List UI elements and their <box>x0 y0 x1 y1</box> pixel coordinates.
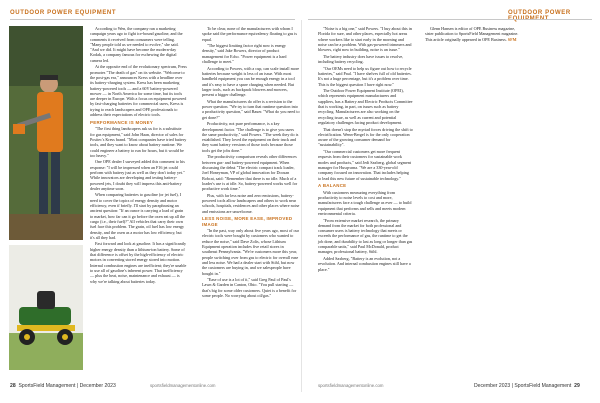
page-number-left: 28 <box>10 383 16 389</box>
paragraph: The Outdoor Power Equipment Institute (OPEI), which represents equipment manufacturers and suppliers, has a Battery and Electric Products Committee that is working, in part, on issues such as battery recycling. Manufacturers are also working on the recycling issue, as well as current and potential regulatory challenges facing product development. <box>318 88 413 125</box>
photo-mower <box>9 245 83 370</box>
end-mark: SFM <box>506 36 517 42</box>
subhead: LESS NOISE, MORE EASE, IMPROVED IMAGE <box>202 216 293 227</box>
paragraph: "Ease of use is a lot of it," said Greg Paul of Paul's Lawn & Garden in Canton, Ohio. "You pull starting — that's big for some older customers. Quiet is a benefit for some people. No worrying about oil/gas." <box>202 277 297 299</box>
paragraph: To be clear, none of the manufacturers with whom I spoke said the performance equivalency floating to gas is equal. <box>202 26 297 42</box>
text-column-4 <box>425 26 521 43</box>
paragraph: Plus, with far less noise and zero emissions, battery-powered tools allow landscapers and others to work near schools, hospitals, residences and other places where noise and emissions are unwelcome. <box>202 192 300 214</box>
paragraph: Fast forward and look at gasoline. It has a significantly higher energy density than a lithium-ion battery. Some of that difference is offset by the high-efficiency of electric motors in converting stored energy stored into motion. Internal combustion engines are inefficient; they're unable to use all of gasoline's inherent power. That inefficiency — plus the heat, noise, maintenance and exhaust — is why we're talking about batteries today. <box>90 241 187 284</box>
page-number-right: 29 <box>574 383 580 389</box>
paragraph: "Our OEMs need to help us figure out how to recycle batteries," said Paul. "I have shelves full of old batteries. It's not a huge percentage, but it's a problem over time. This is the biggest question I have right now." <box>318 65 412 87</box>
photo-landscaper <box>9 26 83 240</box>
paragraph: Glenn Hansen is editor of OPE Business magazine, sister publication to SportsField Management magazine. This article originally appeared in OPE Business. SFM <box>425 26 519 42</box>
footer-url-right[interactable]: sportsfieldmanagementonline.com <box>318 383 384 388</box>
header-rule-left <box>10 19 295 20</box>
paragraph: According to Wen, the company ran a marketing campaign years ago to fight ice-bound gasoline, and the comments it received from consumers were telling. "Many people told us we needed to evolve," she said. "And we did. It might have become the modern-day Kodak, a company famous for eschewing the digital camera led. <box>90 26 183 63</box>
paragraph: At the opposite end of the evolutionary spectrum, Press promotes "The death of gas" on its website. "Welcome to the post-gas era," announces Kress with a headline over its battery-charging system. Kress has been marketing battery-powered tools — and a 60V battery-powered mower — in North America for some time, but its tools are deeper in Europe. With a focus on equipment powered by fast-charging batteries for commercial users, Kress is trying to reach landscapers and OPE professionals to address their expectations of electric tools. <box>90 64 187 118</box>
text-column-3 <box>318 26 413 273</box>
footer-right <box>474 383 580 389</box>
page-gutter <box>301 20 302 392</box>
paragraph: "Noise is a big one," said Powers. "I buy about this in Florida for sure, and other places, especially hot areas where workers like to start early in the morning and noise can be a problem. With gas-powered trimmers and blowers, right now in building, noise is an issue." <box>318 26 412 53</box>
paragraph: When comparing batteries to gasoline (or jet fuel), I need to cover the topics of energy density and motor efficiency, even if briefly. I'll start by paraphrasing an ancient question: "If an ounce is carrying a load of grain to market, how far can it go before the oxen eat up all the cargo (i.e., their fuel)?" All vehicles that carry their own fuel face this problem. The grain, oil fuel has low energy density, and the oxen as a motor has low efficiency, but it's all they had. <box>90 192 185 240</box>
landscaper-illustration <box>9 26 83 240</box>
publication-right: December 2023 | SportsField Management <box>474 383 572 389</box>
text-column-1 <box>90 26 187 285</box>
footer-left <box>10 383 116 389</box>
paragraph: That doesn't stop the myriad forces driving the shift to electrification. Wenn-Bergel is for the only cooperation aware of the growing consumer demand for "sustainability". <box>318 126 413 148</box>
paragraph: What the manufacturers do offer is a revision to the power question. "We try to turn that runtime question into a productivity question," said Bauer. "What do you need to get done?" <box>202 98 300 120</box>
header-rule-right <box>308 19 592 20</box>
publication-left: SportsField Management | December 2023 <box>18 383 116 389</box>
section-header-left: OUTDOOR POWER EQUIPMENT <box>10 10 117 16</box>
mower-illustration <box>9 245 83 370</box>
paragraph: Added Saxberg, "Battery is an evolution, not a revolution. And internal combustion engines still have a place." <box>318 255 411 272</box>
subhead: PERFORMANCE IS MONEY <box>90 119 154 125</box>
paragraph: With customers measuring everything from productivity to noise levels to cost and more, manufacturers face a tough challenge as ever — to build equipment that performs and sells and meets modern environmental criteria. <box>318 189 412 216</box>
text-column-2 <box>202 26 300 300</box>
paragraph: According to Powers, with a cup, can scale install more batteries because weight is less of an issue. With most handheld equipment you can be enough energy in a tool and it's easy to have a spare charging when needed. But larger tools, such as backpack blowers and mowers, present a bigger challenge. <box>202 65 300 98</box>
paragraph: The productivity comparison reveals other differences between gas- and battery-powered equipment. When discussing the debut "The electric compact track loader, Joel Honeyman, VP of global innovation for Doosan Bobcat, said: "Remember that there is no idle. Much of a loader's use is at idle. So, battery-powered works well for productive work time." <box>202 154 298 192</box>
paragraph: Productivity, not pure performance, is a key development factor. "The challenge is to give you users the same productivity," said Powers. "The week they do is established. They loved the equipment on their truck and they want battery versions of those tools because those tools get the jobs done." <box>202 121 299 153</box>
paragraph: "The first thing landscapers ask us for is a substitute for gas equipment," said John Haan, director of sales for Positec's Kress brand. "Most companies have tried battery tools, and they want to know about battery runtime. We could engineer a battery to run for hours, but it would be too heavy." <box>90 126 187 158</box>
paragraph: "Our commercial customers get more frequent requests from their customers for sustainable work modes and products," said Jedi Saxberg, global segment manager for Husqvarna. "We are a 330-year-old company focused on innovation. That includes helping to lead this new future of sustainable technology." <box>318 149 412 181</box>
paragraph: One OPE dealer I surveyed added this comment to his response: "I will be impressed when an F16 jet could perform with battery just as well as they don't today yet." While innovators are developing and testing battery-powered jets, I doubt they will impress this anti-battery dealer anytime soon. <box>90 159 185 191</box>
paragraph: "In the past, way only about five years ago, most of our electric tools were bought by customers who wanted to reduce the noise," said Dave Zolis, whose Lithium Equipment operation includes five retail stores in southeast Pennsylvania. "We're customers more this year, people switching over from gas to electric for overall ease and less noise. We had a dealer start with Stihl, but now the customers are buying in, and we salespeople have bought in." <box>202 228 299 276</box>
section-header-right: OUTDOOR POWER <box>508 10 571 16</box>
paragraph: "The biggest limiting factor right now is energy density," said Jake Bowers, director of product management for Echo. "Power equipment is a hard challenge to meet." <box>202 43 287 65</box>
footer-url-left[interactable]: sportsfieldmanagementonline.com <box>150 383 216 388</box>
paragraph: "From extensive market research, the primary demand from the market for both professional and consumer users is battery technology that meets or exceeds the performance of gas, the runtime to get the job done, and durability to last as long or longer than gas comparable units," said Paul McDonald, product manager, professional battery, Stihl. <box>318 217 413 255</box>
subhead: A BALANCE <box>318 183 347 189</box>
paragraph: The battery industry does have issues to resolve, including battery recycling. <box>318 53 404 65</box>
